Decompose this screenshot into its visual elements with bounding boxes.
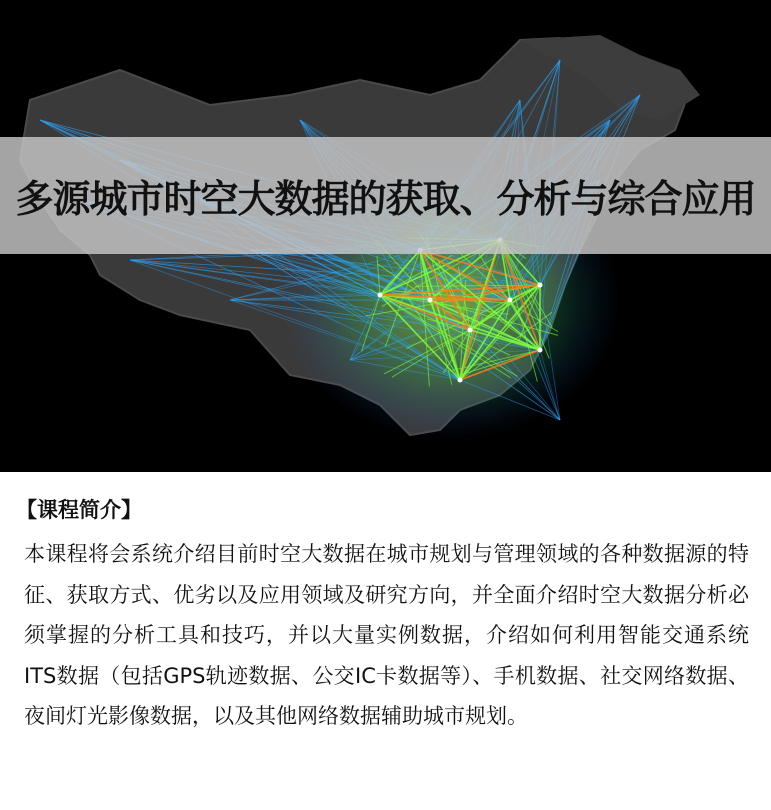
city-node [378,293,383,298]
city-node [458,378,463,383]
city-node [508,298,513,303]
banner-title: 多源城市时空大数据的获取、分析与综合应用 [15,177,756,221]
intro-body: 本课程将会系统介绍目前时空大数据在城市规划与管理领域的各种数据源的特征、获取方式、优劣以及应用领域及研究方向，并全面介绍时空大数据分析必须掌握的分析工具和技巧，并以大量实例数据，介绍如何利用智能交通系统ITS数据（包括GPS轨迹数据、公交IC卡数据等）、手机数据、社交网络数据、夜间灯光影像数据，以及其他网络数据辅助城市规划。 [24,542,749,728]
title-band [0,137,771,254]
city-node [538,283,543,288]
city-node [468,328,473,333]
intro-heading: 【课程简介】 [16,498,142,522]
city-node [538,348,543,353]
course-intro [16,492,749,737]
city-node [428,298,433,303]
